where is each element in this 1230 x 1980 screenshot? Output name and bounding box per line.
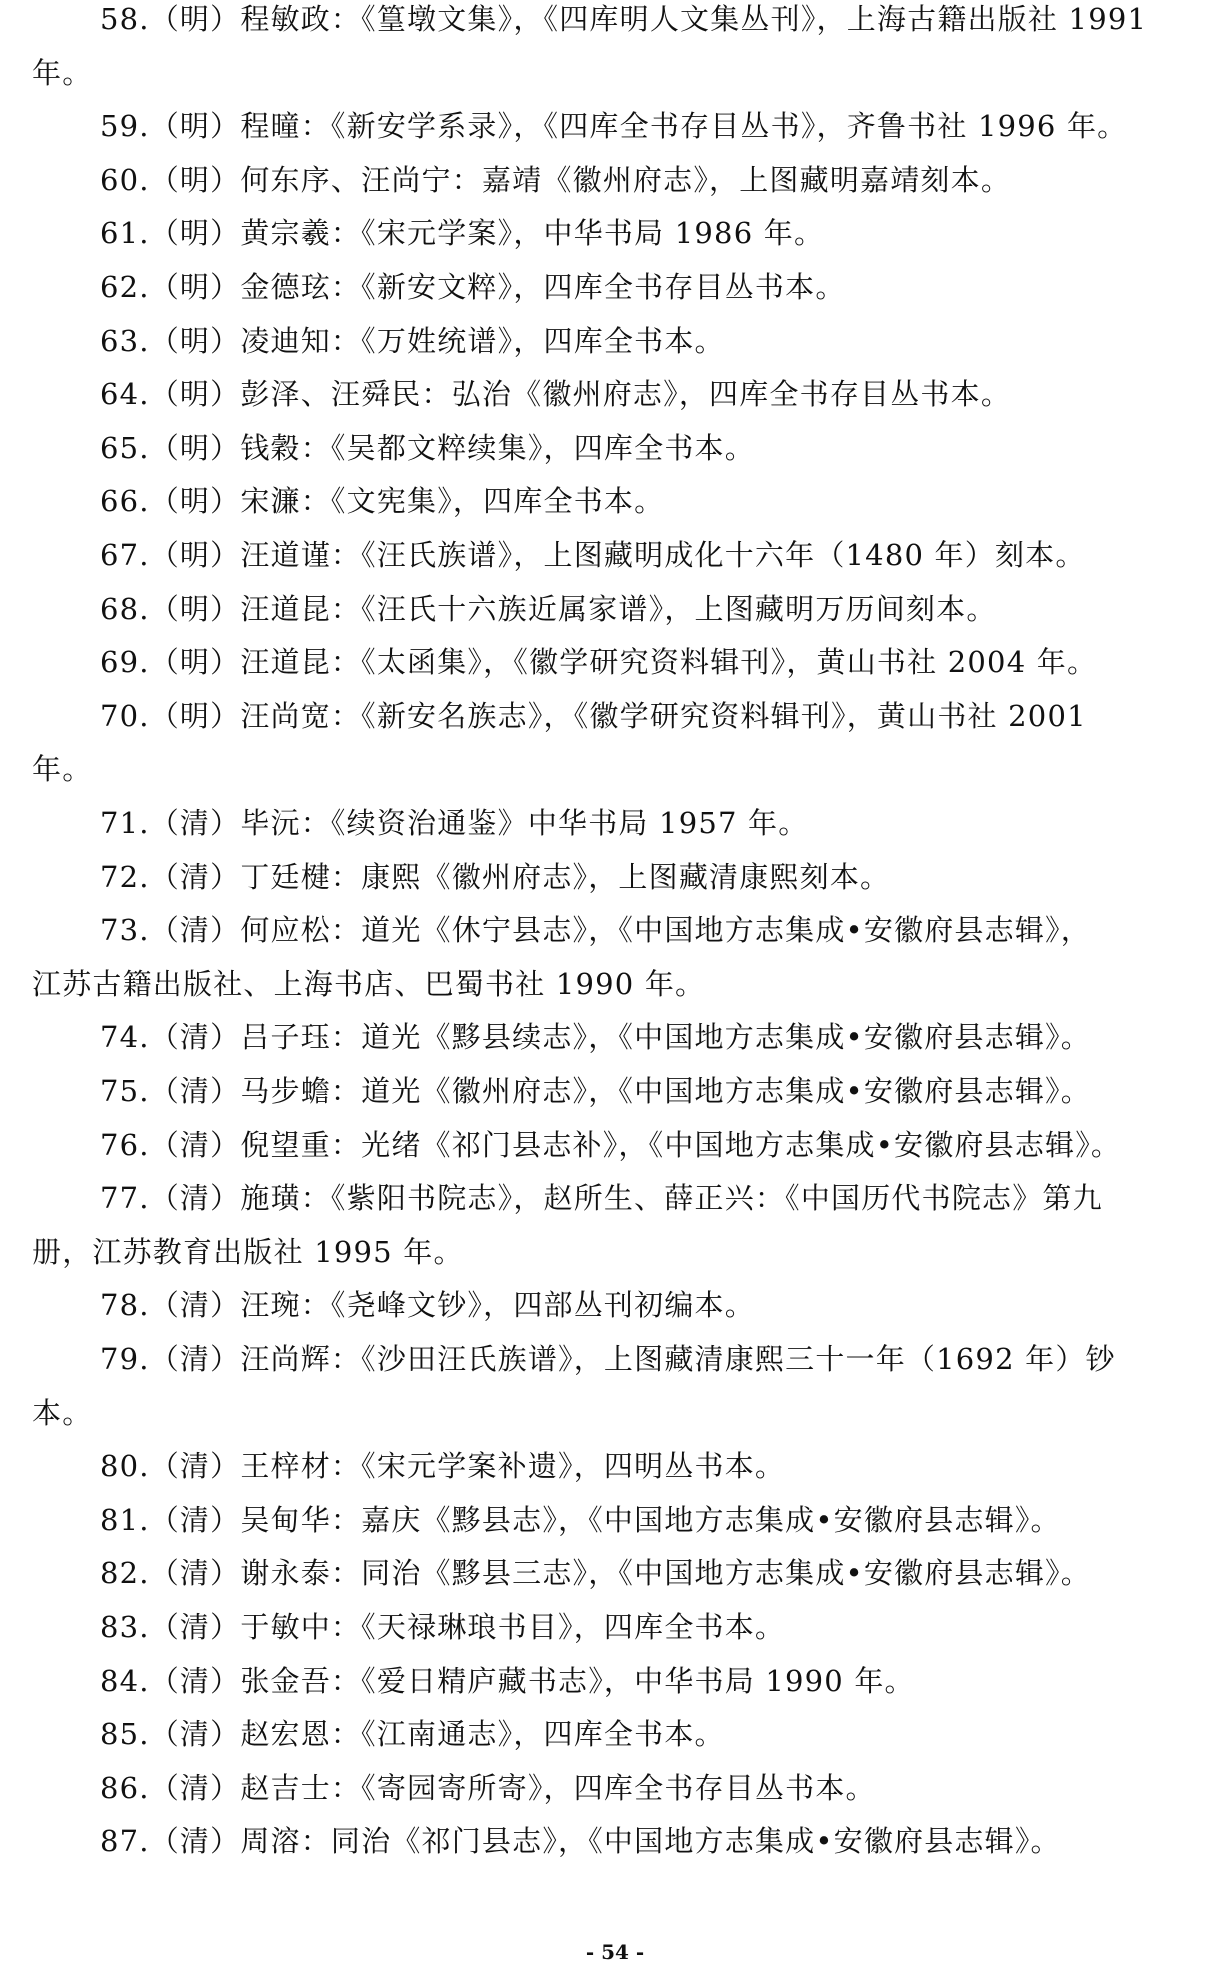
bibliography-entry: 68.（明）汪道昆：《汪氏十六族近属家谱》，上图藏明万历间刻本。 — [100, 591, 997, 626]
bibliography-entry: 72.（清）丁廷楗：康熙《徽州府志》，上图藏清康熙刻本。 — [100, 859, 891, 894]
bibliography-entry: 86.（清）赵吉士：《寄园寄所寄》，四库全书存目丛书本。 — [100, 1770, 876, 1805]
bibliography-entry-continuation: 册，江苏教育出版社 1995 年。 — [32, 1234, 464, 1269]
bibliography-entry: 78.（清）汪琬：《尧峰文钞》，四部丛刊初编本。 — [100, 1288, 755, 1323]
bibliography-entry: 59.（明）程曈：《新安学系录》，《四库全书存目丛书》，齐鲁书社 1996 年。 — [100, 109, 1128, 144]
bibliography-entry: 84.（清）张金吾：《爱日精庐藏书志》，中华书局 1990 年。 — [100, 1663, 915, 1698]
bibliography-entry: 74.（清）吕子珏：道光《黟县续志》，《中国地方志集成•安徽府县志辑》。 — [100, 1020, 1091, 1055]
bibliography-entry-continuation: 江苏古籍出版社、上海书店、巴蜀书社 1990 年。 — [32, 966, 706, 1001]
bibliography-entry: 82.（清）谢永泰：同治《黟县三志》，《中国地方志集成•安徽府县志辑》。 — [100, 1556, 1091, 1591]
bibliography-entry: 69.（明）汪道昆：《太函集》，《徽学研究资料辑刊》，黄山书社 2004 年。 — [100, 645, 1098, 680]
bibliography-entry-continuation: 本。 — [32, 1395, 93, 1430]
bibliography-entry: 61.（明）黄宗羲：《宋元学案》，中华书局 1986 年。 — [100, 216, 825, 251]
bibliography-entry: 58.（明）程敏政：《篁墩文集》，《四库明人文集丛刊》，上海古籍出版社 1991 — [100, 2, 1148, 36]
bibliography-entry: 70.（明）汪尚宽：《新安名族志》，《徽学研究资料辑刊》，黄山书社 2001 — [100, 698, 1087, 733]
bibliography-entry: 81.（清）吴甸华：嘉庆《黟县志》，《中国地方志集成•安徽府县志辑》。 — [100, 1502, 1061, 1537]
bibliography-entry: 66.（明）宋濂：《文宪集》，四库全书本。 — [100, 484, 665, 519]
bibliography-entry: 64.（明）彭泽、汪舜民：弘治《徽州府志》，四库全书存目丛书本。 — [100, 377, 1012, 412]
bibliography-entry: 85.（清）赵宏恩：《江南通志》，四库全书本。 — [100, 1717, 725, 1752]
bibliography-entry: 76.（清）倪望重：光绪《祁门县志补》，《中国地方志集成•安徽府县志辑》。 — [100, 1127, 1122, 1162]
bibliography-entry: 80.（清）王梓材：《宋元学案补遗》，四明丛书本。 — [100, 1449, 786, 1484]
bibliography-entry: 62.（明）金德玹：《新安文粹》，四库全书存目丛书本。 — [100, 270, 846, 304]
bibliography-entry-continuation: 年。 — [32, 752, 93, 787]
bibliography-entry: 60.（明）何东序、汪尚宁：嘉靖《徽州府志》，上图藏明嘉靖刻本。 — [100, 162, 1012, 197]
bibliography-entry: 83.（清）于敏中：《天禄琳琅书目》，四库全书本。 — [100, 1610, 786, 1644]
page-number: - 54 - — [585, 1940, 645, 1964]
bibliography-entry: 77.（清）施璜：《紫阳书院志》，赵所生、薛正兴：《中国历代书院志》第九 — [100, 1181, 1103, 1216]
bibliography-entry: 73.（清）何应松：道光《休宁县志》，《中国地方志集成•安徽府县志辑》， — [100, 913, 1091, 948]
bibliography-entry: 87.（清）周溶：同治《祁门县志》，《中国地方志集成•安徽府县志辑》。 — [100, 1824, 1061, 1859]
bibliography-entry: 79.（清）汪尚辉：《沙田汪氏族谱》，上图藏清康熙三十一年（1692 年）钞 — [100, 1342, 1116, 1376]
bibliography-entry: 65.（明）钱穀：《吴都文粹续集》，四库全书本。 — [100, 430, 755, 465]
bibliography-entry-continuation: 年。 — [32, 55, 93, 90]
bibliography-entry: 75.（清）马步蟾：道光《徽州府志》，《中国地方志集成•安徽府县志辑》。 — [100, 1074, 1091, 1108]
bibliography-entry: 71.（清）毕沅：《续资治通鉴》中华书局 1957 年。 — [100, 806, 809, 840]
bibliography-entry: 63.（明）凌迪知：《万姓统谱》，四库全书本。 — [100, 323, 725, 358]
bibliography-entry: 67.（明）汪道谨：《汪氏族谱》，上图藏明成化十六年（1480 年）刻本。 — [100, 538, 1086, 572]
